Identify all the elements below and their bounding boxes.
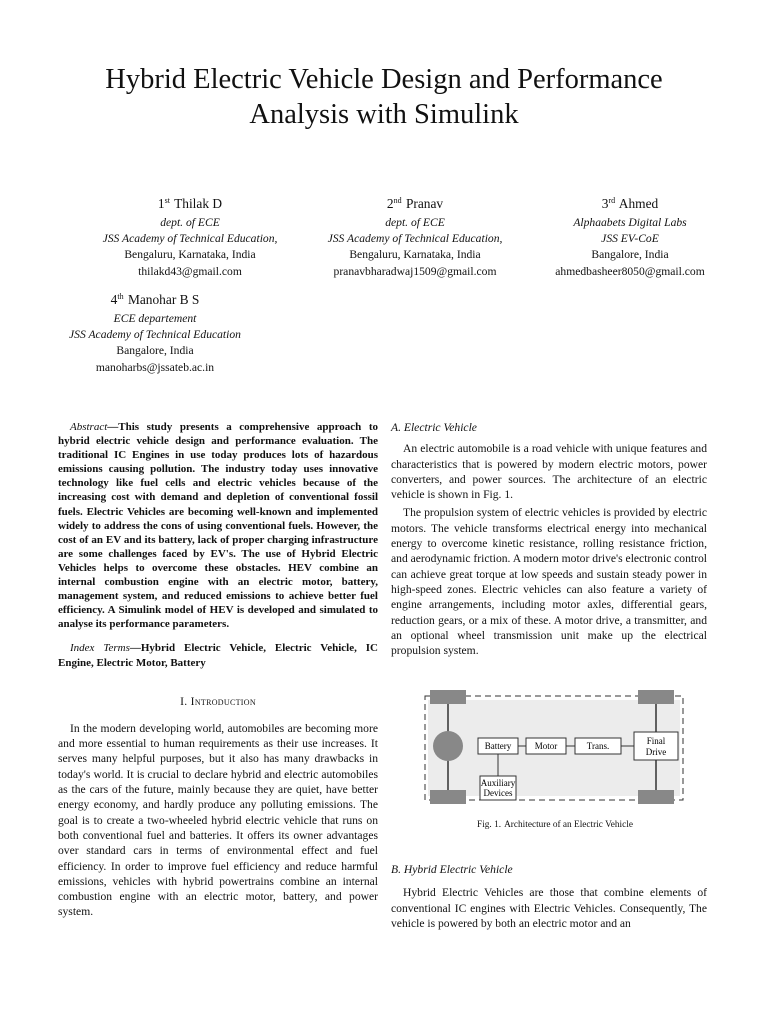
figure-label: Fig. 1. [477, 820, 502, 830]
author-email: ahmedbasheer8050@gmail.com [555, 264, 705, 278]
subsection-heading-electric-vehicle: A. Electric Vehicle [391, 421, 477, 434]
right-column-lower [391, 862, 707, 934]
index-terms [58, 641, 378, 669]
section-heading-introduction [58, 694, 378, 709]
author-name [530, 192, 730, 213]
section-a-paragraph-2: The propulsion system of electric vehicles is provided by electric motors. The vehicle transforms electrical energy into mechanical energy to overcome kinetic resistance, rolling resistance friction, and aerodynamic friction. A modern motor drive's electronic control can achieve great torque at low speeds and sustain steady power in high-speed zones. Electric vehicles can also feature a variety of engine arrangements, including motor axles, differential gears, reduction gears, or a mix of these. A motor drive, a transmitter, and an optional wheel transmission unit make up the electrical propulsion system. [391, 506, 707, 658]
author-block-4 [40, 288, 270, 376]
author-ordinal-suffix: nd [393, 196, 402, 205]
author-location: Bengaluru, Karnataka, India [124, 248, 256, 262]
battery-label: Battery [484, 741, 512, 751]
author-location: Bangalore, India [116, 344, 194, 358]
paper-title [40, 62, 728, 132]
section-number: I. [180, 694, 188, 708]
title-line-2: Analysis with Simulink [249, 99, 519, 130]
auxiliary-label: Auxiliary [480, 778, 516, 788]
author-org: JSS Academy of Technical Education, [327, 232, 503, 246]
author-email: thilakd43@gmail.com [138, 264, 242, 278]
author-name [40, 288, 270, 309]
author-org: JSS Academy of Technical Education [69, 328, 241, 342]
figure-caption [392, 820, 718, 830]
devices-label: Devices [483, 788, 513, 798]
author-ordinal: 1 [157, 196, 165, 211]
wheel-rear-right [638, 790, 674, 804]
figure-caption-text: Architecture of an Electric Vehicle [504, 820, 633, 830]
author-block-3 [530, 192, 730, 280]
drive-label: Drive [645, 747, 667, 757]
author-ordinal-suffix: th [117, 292, 124, 301]
author-dept: dept. of ECE [160, 216, 220, 229]
author-ordinal: 3 [601, 196, 609, 211]
author-dept: dept. of ECE [385, 216, 445, 229]
author-name-text: Manohar B S [127, 292, 200, 307]
trans-label: Trans. [586, 741, 610, 751]
wheel-front-left [430, 690, 466, 704]
section-a-paragraph-1: An electric automobile is a road vehicle with unique features and characteristics that is powered by modern electric motors, power converters, and power sources. The architecture of an electric vehicle is shown in Fig. 1. [391, 442, 707, 502]
section-title: Introduction [190, 694, 256, 708]
motor-label: Motor [534, 741, 558, 751]
author-name-text: Ahmed [618, 196, 659, 211]
figure-ev-architecture [420, 690, 690, 812]
author-ordinal-suffix: st [164, 196, 170, 205]
index-terms-label: Index Terms [70, 642, 130, 655]
left-column [58, 420, 378, 923]
author-block-1 [70, 192, 310, 280]
author-ordinal: 4 [110, 292, 118, 307]
author-name [300, 192, 530, 213]
author-org: JSS Academy of Technical Education, [102, 232, 278, 246]
title-line-1: Hybrid Electric Vehicle Design and Performance [105, 64, 663, 95]
author-org: JSS EV-CoE [601, 232, 659, 246]
author-name-text: Thilak D [174, 196, 223, 211]
index-terms-text: —Hybrid Electric Vehicle, Electric Vehicle, IC Engine, Electric Motor, Battery [58, 642, 378, 669]
author-dept: ECE departement [113, 312, 197, 325]
author-ordinal-suffix: rd [608, 196, 616, 205]
motor-circle [433, 731, 463, 761]
author-email: manoharbs@jssateb.ac.in [95, 360, 215, 374]
right-column [391, 420, 707, 661]
author-block-2 [300, 192, 530, 280]
abstract-text: —This study presents a comprehensive approach to hybrid electric vehicle design and performance evaluation. The traditional IC Engines in use today produces lots of hazardous emissions causing pollution. The industry today uses innovative technology like fuel cells and electric vehicles because of the increasing cost with demand and depletion of conventional fossil fuels. Electric Vehicles are becoming well-known and implemented widely to address the cons of using conventional fuels. However, the cost of an EV and its battery, lack of proper charging infrastructure are some challenges faced by EV's. The use of Hybrid Electric Vehicles helps to overcome these obstacles. HEV combine an internal combustion engine with an electric motor, battery, management system, and reduced emissions to achieve better fuel efficiency. A Simulink model of HEV is developed and simulated to analyse its performance parameters. [58, 421, 378, 631]
author-name-text: Pranav [405, 196, 444, 211]
author-location: Bengaluru, Karnataka, India [349, 248, 481, 262]
wheel-rear-left [430, 790, 466, 804]
author-dept: Alphaabets Digital Labs [573, 216, 687, 229]
abstract-label: Abstract [70, 421, 108, 433]
author-email: pranavbharadwaj1509@gmail.com [333, 264, 497, 278]
intro-paragraph: In the modern developing world, automobiles are becoming more and more essential to human requirements as their use increases. It serves many helpful purposes, but it also has many drawbacks in today's world. It is crucial to declare hybrid and electric automobiles as the cars of the future, mainly because they are quiet, have better energy economy, and hardly produce any polluting emissions. The goal is to create a two-wheeled hybrid electric vehicle that runs on both conventional fuel and batteries. It offers its owner advantages over standard cars in terms of environmental effect and fuel efficiency. In order to improve fuel efficiency and reduce harmful emissions, vehicles with hybrid powertrains combine an internal combustion engine with an electric motor, battery, and power system. [58, 721, 378, 919]
section-b-paragraph-1: Hybrid Electric Vehicles are those that combine elements of conventional IC engines with Electric Vehicles. Consequently, The vehicle is powered by both an electric motor and an [391, 886, 707, 930]
author-location: Bangalore, India [591, 248, 669, 262]
wheel-front-right [638, 690, 674, 704]
author-name [70, 192, 310, 213]
subsection-heading-hybrid-electric-vehicle: B. Hybrid Electric Vehicle [391, 863, 513, 876]
final-label: Final [646, 736, 666, 746]
abstract [58, 420, 378, 631]
author-ordinal: 2 [386, 196, 394, 211]
